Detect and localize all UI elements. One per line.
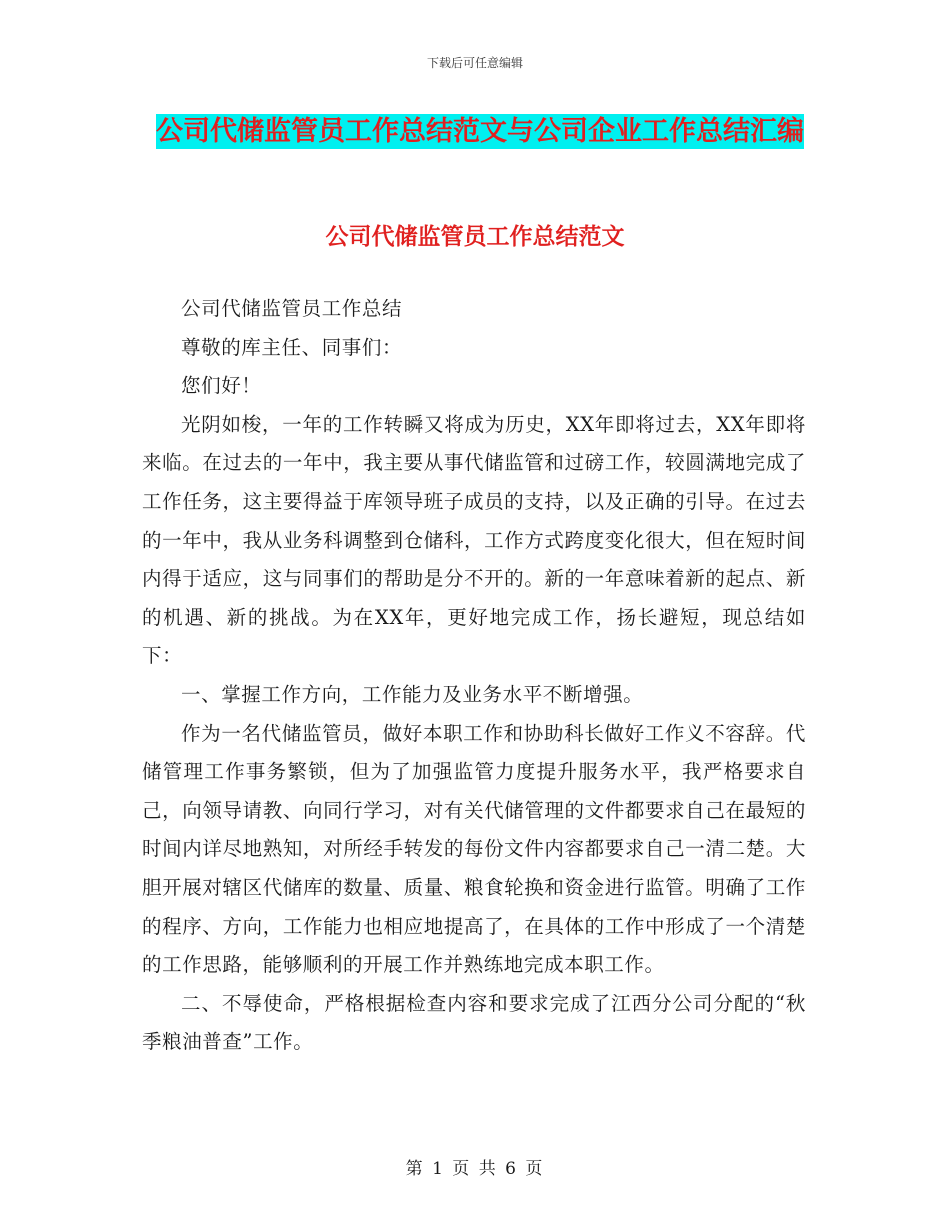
paragraph: 光阴如梭，一年的工作转瞬又将成为历史，XX年即将过去，XX年即将来临。在过去的一年中，我主要从事代储监管和过磅工作，较圆满地完成了工作任务，这主要得益于库领导班子成员的支持，以及正确的引导。在过去的一年中，我从业务科调整到仓储科，工作方式跨度变化很大，但在短时间内得于适应，这与同事们的帮助是分不开的。新的一年意味着新的起点、新的机遇、新的挑战。为在XX年，更好地完成工作，扬长避短，现总结如下： <box>142 412 806 668</box>
header-note: 下载后可任意编辑 <box>426 56 523 70</box>
paragraph: 公司代储监管员工作总结 <box>181 297 403 320</box>
paragraph: 一、掌握工作方向，工作能力及业务水平不断增强。 <box>181 682 644 706</box>
document-title <box>140 108 820 155</box>
page-number: 第 1 页 共 6 页 <box>405 1159 545 1179</box>
document-title-text: 公司代储监管员工作总结范文与公司企业工作总结汇编 <box>156 116 804 147</box>
document-body <box>142 290 806 1062</box>
paragraph: 尊敬的库主任、同事们： <box>181 335 403 359</box>
paragraph: 作为一名代储监管员，做好本职工作和协助科长做好工作义不容辞。代储管理工作事务繁锁，但为了加强监管力度提升服务水平，我严格要求自己，向领导请教、向同行学习，对有关代储管理的文件都要求自己在最短的时间内详尽地熟知，对所经手转发的每份文件内容都要求自己一清二楚。大胆开展对辖区代储库的数量、质量、粮食轮换和资金进行监管。明确了工作的程序、方向，工作能力也相应地提高了，在具体的工作中形成了一个清楚的工作思路，能够顺利的开展工作并熟练地完成本职工作。 <box>142 721 806 977</box>
paragraph: 二、不辱使命，严格根据检查内容和要求完成了江西分公司分配的“秋季粮油普查”工作。 <box>142 991 806 1054</box>
section-title: 公司代储监管员工作总结范文 <box>325 224 625 250</box>
paragraph: 您们好！ <box>181 374 262 398</box>
